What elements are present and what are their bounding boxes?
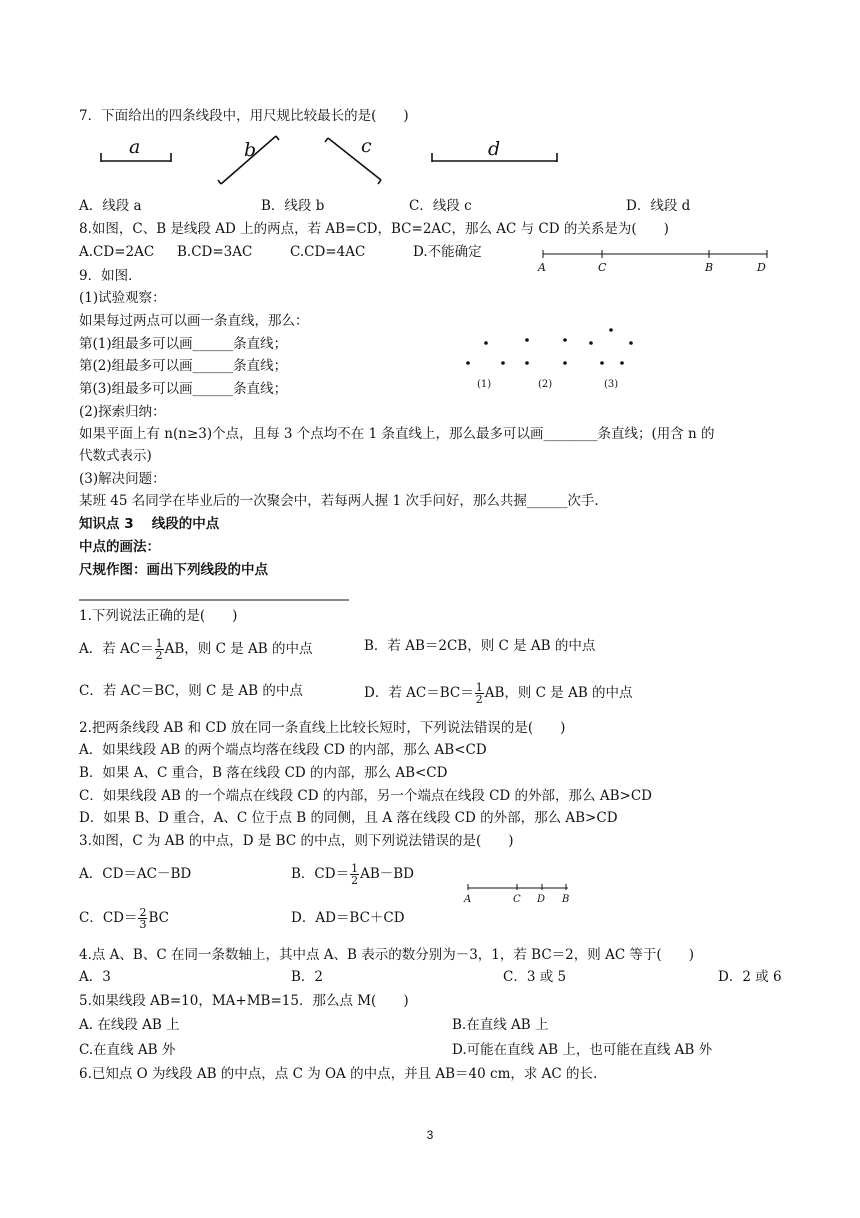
dot xyxy=(563,361,567,365)
q8-option-b: B.CD=3AC xyxy=(177,244,253,260)
q8-point-b: B xyxy=(705,261,714,274)
p4-option-c: C．3 或 5 xyxy=(503,969,567,985)
q9-group3: 第(3)组最多可以画______条直线； xyxy=(79,381,288,397)
dot xyxy=(600,361,604,365)
q9-group2: 第(2)组最多可以画______条直线； xyxy=(79,358,288,374)
fraction: $\frac{1}{2}$ xyxy=(155,637,163,662)
q8-point-d: D xyxy=(757,261,766,274)
q9-solve: 某班 45 名同学在毕业后的一次聚会中，若每两人握 1 次手问好，那么共握______次手. xyxy=(79,493,599,509)
p1-option-a: A．若 AC＝ $\frac{1}{2}$ AB，则 C 是 AB 的中点 xyxy=(79,637,313,662)
fraction: $\frac{1}{2}$ xyxy=(475,681,483,706)
p4-option-a: A．3 xyxy=(79,969,111,985)
q8-point-a: A xyxy=(538,261,546,274)
dot xyxy=(466,361,470,365)
p2-option-b: B．如果 A、C 重合，B 落在线段 CD 的内部，那么 AB<CD xyxy=(79,765,448,781)
dot xyxy=(620,361,624,365)
q8-option-c: C.CD=4AC xyxy=(290,244,366,260)
q9-intro: 如果每过两点可以画一条直线，那么： xyxy=(79,313,309,329)
q9-stem: 9．如图． xyxy=(79,268,142,284)
q8-option-a: A.CD=2AC xyxy=(79,244,155,260)
segment-c xyxy=(325,135,381,184)
p5-option-c: C.在直线 AB 外 xyxy=(79,1042,176,1058)
page-number: 3 xyxy=(426,1128,434,1142)
dot xyxy=(589,341,593,345)
q9-part3: (3)解决问题： xyxy=(79,471,166,487)
dot xyxy=(563,338,567,342)
segment-a-label: a xyxy=(129,136,141,158)
p4-stem: 4.点 A、B、C 在同一条数轴上，其中点 A、B 表示的数分别为－3，1，若 BC＝2，则 AC 等于( ) xyxy=(79,947,694,963)
p3-option-c: C．CD＝ $\frac{2}{3}$ BC xyxy=(79,906,169,931)
q9-dot-groups xyxy=(466,328,633,365)
p3-option-d: D．AD＝BC＋CD xyxy=(291,910,405,926)
q9-part1: (1)试验观察： xyxy=(79,290,166,306)
q8-option-d: D.不能确定 xyxy=(413,244,482,260)
dot xyxy=(629,341,633,345)
q7-stem: 7．下面给出的四条线段中，用尺规比较最长的是( ) xyxy=(79,108,409,124)
q9-group-label-1: (1) xyxy=(477,379,492,390)
q9-part2: (2)探索归纳： xyxy=(79,404,166,420)
fraction: $\frac{1}{2}$ xyxy=(351,862,359,887)
dot xyxy=(609,328,613,332)
q8-stem: 8.如图，C、B 是线段 AD 上的两点，若 AB=CD，BC=2AC，那么 AC 与 CD 的关系是为( ) xyxy=(79,221,669,237)
q8-point-c: C xyxy=(598,261,607,274)
q7-option-b: B．线段 b xyxy=(261,198,325,214)
fraction: $\frac{2}{3}$ xyxy=(139,906,147,931)
p3-point-c: C xyxy=(513,894,521,905)
p2-option-c: C．如果线段 AB 的一个端点在线段 CD 的内部，另一个端点在线段 CD 的外部，那么 AB>CD xyxy=(79,788,652,804)
p3-line-figure xyxy=(468,884,568,890)
p2-option-d: D．如果 B、D 重合，A、C 位于点 B 的同侧，且 A 落在线段 CD 的外部，那么 AB>CD xyxy=(79,810,618,826)
p4-option-b: B．2 xyxy=(291,969,324,985)
q7-option-c: C．线段 c xyxy=(409,198,472,214)
p2-stem: 2.把两条线段 AB 和 CD 放在同一条直线上比较长短时，下列说法错误的是( ) xyxy=(79,720,566,736)
q9-group1: 第(1)组最多可以画______条直线； xyxy=(79,336,288,352)
p3-option-a: A．CD＝AC－BD xyxy=(79,866,192,882)
dot xyxy=(501,361,505,365)
p3-stem: 3.如图，C 为 AB 的中点，D 是 BC 的中点，则下列说法错误的是( ) xyxy=(79,833,514,849)
dot xyxy=(484,341,488,345)
p3-point-b: B xyxy=(562,894,570,905)
segment-b-label: b xyxy=(244,139,257,161)
q9-group-label-3: (3) xyxy=(604,379,619,390)
q9-induce-line2: 代数式表示) xyxy=(79,448,152,464)
p6-stem: 6.已知点 O 为线段 AB 的中点，点 C 为 OA 的中点，并且 AB＝40 cm，求 AC 的长. xyxy=(79,1066,598,1082)
p3-point-d: D xyxy=(537,894,546,905)
p1-stem: 1.下列说法正确的是( ) xyxy=(79,608,238,624)
segment-d-label: d xyxy=(488,138,501,160)
p1-option-b: B．若 AB＝2CB，则 C 是 AB 的中点 xyxy=(364,638,596,654)
knowledge-sub1: 中点的画法： xyxy=(79,539,160,555)
p5-stem: 5.如果线段 AB=10，MA+MB=15．那么点 M( ) xyxy=(79,993,409,1009)
dot xyxy=(525,338,529,342)
p2-option-a: A．如果线段 AB 的两个端点均落在线段 CD 的内部，那么 AB<CD xyxy=(79,742,487,758)
p5-option-b: B.在直线 AB 上 xyxy=(452,1017,549,1033)
q9-group-label-2: (2) xyxy=(538,379,553,390)
p5-option-a: A. 在线段 AB 上 xyxy=(79,1017,180,1033)
knowledge-sub2: 尺规作图：画出下列线段的中点 xyxy=(79,562,268,578)
p1-option-d: D．若 AC＝BC＝ $\frac{1}{2}$ AB，则 C 是 AB 的中点 xyxy=(364,681,633,706)
p3-option-b: B．CD＝ $\frac{1}{2}$ AB－BD xyxy=(291,862,414,887)
segment-c-label: c xyxy=(361,135,372,157)
q7-option-a: A．线段 a xyxy=(79,198,142,214)
knowledge-title: 知识点 3 线段的中点 xyxy=(79,516,220,532)
p4-option-d: D．2 或 6 xyxy=(718,969,782,985)
q8-line-figure xyxy=(543,250,767,258)
dot xyxy=(525,361,529,365)
p5-option-d: D.可能在直线 AB 上，也可能在直线 AB 外 xyxy=(452,1042,713,1058)
q7-option-d: D．线段 d xyxy=(626,198,691,214)
p1-option-c: C．若 AC＝BC，则 C 是 AB 的中点 xyxy=(79,683,303,699)
p3-point-a: A xyxy=(464,894,472,905)
q9-induce-line1: 如果平面上有 n(n≥3)个点，且每 3 个点均不在 1 条直线上，那么最多可以画________条直线；(用含 n 的 xyxy=(79,426,715,442)
